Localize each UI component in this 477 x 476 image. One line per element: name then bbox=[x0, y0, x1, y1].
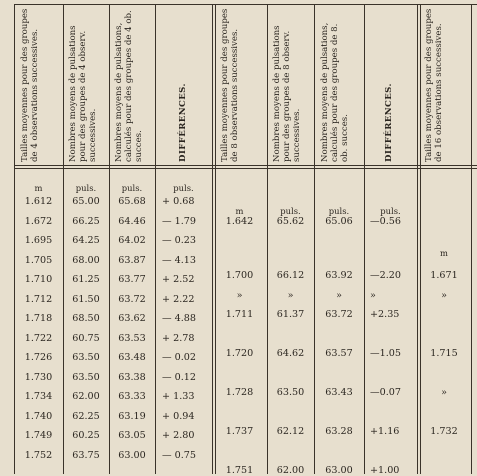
cell-8obs-obs: 64.62 bbox=[276, 348, 305, 359]
cell-4obs-diff: — 0.12 bbox=[162, 372, 197, 383]
cell-8obs-t: 1.751 bbox=[225, 465, 254, 476]
cell-4obs-t: 1.672 bbox=[24, 216, 53, 227]
cell-4obs-obs: 60.75 bbox=[72, 333, 100, 344]
cell-4obs-calc: 65.68 bbox=[118, 196, 146, 207]
header-c2: Nombres moyens de pulsations pour des groupes de 4 observ. successives. bbox=[68, 25, 98, 162]
cell-4obs-t: 1.752 bbox=[24, 450, 53, 461]
cell-4obs-diff: + 0.94 bbox=[162, 411, 195, 422]
cell-4obs-diff: — 4.88 bbox=[162, 313, 197, 324]
unit-c7: puls. bbox=[328, 206, 350, 216]
cell-8obs-diff: —1.05 bbox=[370, 348, 401, 359]
cell-4obs-obs: 64.25 bbox=[72, 235, 100, 246]
header-c6: Nombres moyens de pulsations pour des groupes de 8 observ. successives. bbox=[272, 25, 302, 162]
unit-c4: puls. bbox=[173, 183, 194, 193]
cell-4obs-calc: 63.53 bbox=[118, 333, 146, 344]
cell-4obs-obs: 63.50 bbox=[72, 372, 100, 383]
cell-16obs-t: 1.671 bbox=[430, 270, 458, 281]
cell-4obs-t: 1.718 bbox=[24, 313, 53, 324]
header-c1: Tailles moyennes pour des groupes de 4 observations successives. bbox=[20, 8, 40, 162]
header-c5: Tailles moyennes pour des groupes de 8 observations successives. bbox=[220, 8, 240, 162]
cell-8obs-calc: 63.57 bbox=[325, 348, 353, 359]
cell-8obs-obs: 65.62 bbox=[276, 216, 305, 227]
cell-16obs-t: 1.715 bbox=[430, 348, 458, 359]
cell-8obs-obs: » bbox=[287, 290, 294, 301]
cell-4obs-calc: 63.62 bbox=[118, 313, 146, 324]
cell-4obs-obs: 66.25 bbox=[72, 216, 100, 227]
col-rule-6 bbox=[314, 4, 315, 474]
unit-c9: m bbox=[440, 248, 448, 258]
cell-4obs-obs: 62.00 bbox=[72, 391, 100, 402]
cell-16obs-t: » bbox=[441, 387, 447, 398]
cell-4obs-obs: 61.25 bbox=[72, 274, 100, 285]
cell-4obs-t: 1.712 bbox=[24, 294, 53, 305]
col-rule-9 bbox=[471, 4, 472, 474]
header-c4: DIFFÉRENCES. bbox=[178, 83, 188, 162]
cell-4obs-diff: + 2.22 bbox=[162, 294, 195, 305]
cell-8obs-t: 1.737 bbox=[225, 426, 254, 437]
cell-4obs-calc: 63.77 bbox=[118, 274, 146, 285]
cell-4obs-obs: 60.25 bbox=[72, 430, 100, 441]
cell-4obs-diff: + 0.68 bbox=[162, 196, 195, 207]
unit-c2: puls. bbox=[75, 183, 97, 193]
col-rule-7 bbox=[364, 4, 365, 474]
cell-4obs-obs: 68.50 bbox=[72, 313, 100, 324]
cell-8obs-calc: 63.92 bbox=[325, 270, 353, 281]
cell-4obs-diff: + 2.52 bbox=[162, 274, 195, 285]
cell-4obs-t: 1.749 bbox=[24, 430, 53, 441]
cell-4obs-obs: 68.00 bbox=[72, 255, 100, 266]
header-bottom-rule bbox=[14, 165, 477, 166]
cell-4obs-calc: 63.87 bbox=[118, 255, 146, 266]
unit-c5: m bbox=[235, 206, 244, 216]
cell-8obs-diff: —0.56 bbox=[370, 216, 401, 227]
cell-4obs-calc: 63.00 bbox=[118, 450, 146, 461]
header-c9: Tailles moyennes pour des groupes de 16 observations successives. bbox=[424, 8, 444, 162]
cell-4obs-diff: — 0.75 bbox=[162, 450, 197, 461]
cell-8obs-diff: +1.00 bbox=[370, 465, 400, 476]
cell-4obs-calc: 63.38 bbox=[118, 372, 146, 383]
table-top-rule bbox=[14, 4, 477, 5]
cell-8obs-obs: 66.12 bbox=[276, 270, 305, 281]
cell-8obs-diff: +1.16 bbox=[370, 426, 400, 437]
cell-4obs-t: 1.710 bbox=[24, 274, 53, 285]
cell-8obs-calc: 63.28 bbox=[325, 426, 353, 437]
cell-8obs-calc: 65.06 bbox=[325, 216, 353, 227]
col-rule-4 bbox=[212, 4, 216, 474]
cell-8obs-obs: 61.37 bbox=[276, 309, 305, 320]
cell-8obs-t: 1.642 bbox=[225, 216, 254, 227]
col-rule-3 bbox=[155, 4, 156, 474]
cell-4obs-diff: — 4.13 bbox=[162, 255, 197, 266]
cell-8obs-obs: 62.00 bbox=[276, 465, 305, 476]
cell-4obs-t: 1.740 bbox=[24, 411, 53, 422]
header-bottom-rule-2 bbox=[14, 168, 477, 169]
cell-4obs-t: 1.734 bbox=[24, 391, 53, 402]
unit-c6: puls. bbox=[280, 206, 301, 216]
cell-4obs-calc: 64.02 bbox=[118, 235, 146, 246]
header-c8: DIFFÉRENCES. bbox=[384, 83, 394, 162]
cell-4obs-t: 1.730 bbox=[24, 372, 53, 383]
cell-8obs-t: » bbox=[236, 290, 243, 301]
cell-4obs-t: 1.705 bbox=[24, 255, 53, 266]
col-rule-8 bbox=[417, 4, 421, 474]
cell-8obs-calc: 63.72 bbox=[325, 309, 353, 320]
cell-4obs-calc: 63.05 bbox=[118, 430, 146, 441]
cell-4obs-calc: 63.19 bbox=[118, 411, 146, 422]
cell-4obs-diff: — 0.02 bbox=[162, 352, 197, 363]
unit-c8: puls. bbox=[380, 206, 401, 216]
cell-8obs-t: 1.711 bbox=[225, 309, 254, 320]
cell-8obs-obs: 63.50 bbox=[276, 387, 305, 398]
header-c7: Nombres moyens de pulsations, calculés pour des groupes de 8. ob. succes. bbox=[320, 22, 350, 162]
header-c3: Nombres moyens de pulsations, calculés pour des groupes de 4 ob. succes. bbox=[114, 10, 144, 162]
cell-4obs-t: 1.722 bbox=[24, 333, 53, 344]
cell-4obs-obs: 61.50 bbox=[72, 294, 100, 305]
cell-4obs-calc: 64.46 bbox=[118, 216, 146, 227]
cell-4obs-diff: + 2.78 bbox=[162, 333, 195, 344]
cell-8obs-diff: —0.07 bbox=[370, 387, 401, 398]
unit-c1: m bbox=[34, 183, 43, 193]
cell-4obs-diff: — 0.23 bbox=[162, 235, 197, 246]
cell-4obs-calc: 63.72 bbox=[118, 294, 146, 305]
cell-16obs-t: » bbox=[441, 290, 447, 301]
cell-8obs-diff: » bbox=[370, 290, 376, 301]
cell-4obs-diff: + 1.33 bbox=[162, 391, 195, 402]
unit-c3: puls. bbox=[121, 183, 143, 193]
cell-8obs-obs: 62.12 bbox=[276, 426, 305, 437]
cell-4obs-obs: 65.00 bbox=[72, 196, 100, 207]
cell-8obs-t: 1.700 bbox=[225, 270, 254, 281]
cell-16obs-t: 1.732 bbox=[430, 426, 458, 437]
cell-8obs-t: 1.720 bbox=[225, 348, 254, 359]
cell-8obs-diff: —2.20 bbox=[370, 270, 401, 281]
cell-4obs-t: 1.726 bbox=[24, 352, 53, 363]
cell-4obs-obs: 63.75 bbox=[72, 450, 100, 461]
cell-8obs-calc: 63.43 bbox=[325, 387, 353, 398]
cell-4obs-diff: — 1.79 bbox=[162, 216, 197, 227]
cell-8obs-calc: » bbox=[336, 290, 342, 301]
cell-4obs-calc: 63.33 bbox=[118, 391, 146, 402]
cell-4obs-diff: + 2.80 bbox=[162, 430, 195, 441]
cell-8obs-calc: 63.00 bbox=[325, 465, 353, 476]
cell-8obs-diff: +2.35 bbox=[370, 309, 400, 320]
cell-4obs-obs: 63.50 bbox=[72, 352, 100, 363]
col-rule-5 bbox=[267, 4, 268, 474]
cell-4obs-calc: 63.48 bbox=[118, 352, 146, 363]
cell-4obs-obs: 62.25 bbox=[72, 411, 100, 422]
cell-8obs-t: 1.728 bbox=[225, 387, 254, 398]
cell-4obs-t: 1.612 bbox=[24, 196, 53, 207]
cell-4obs-t: 1.695 bbox=[24, 235, 53, 246]
